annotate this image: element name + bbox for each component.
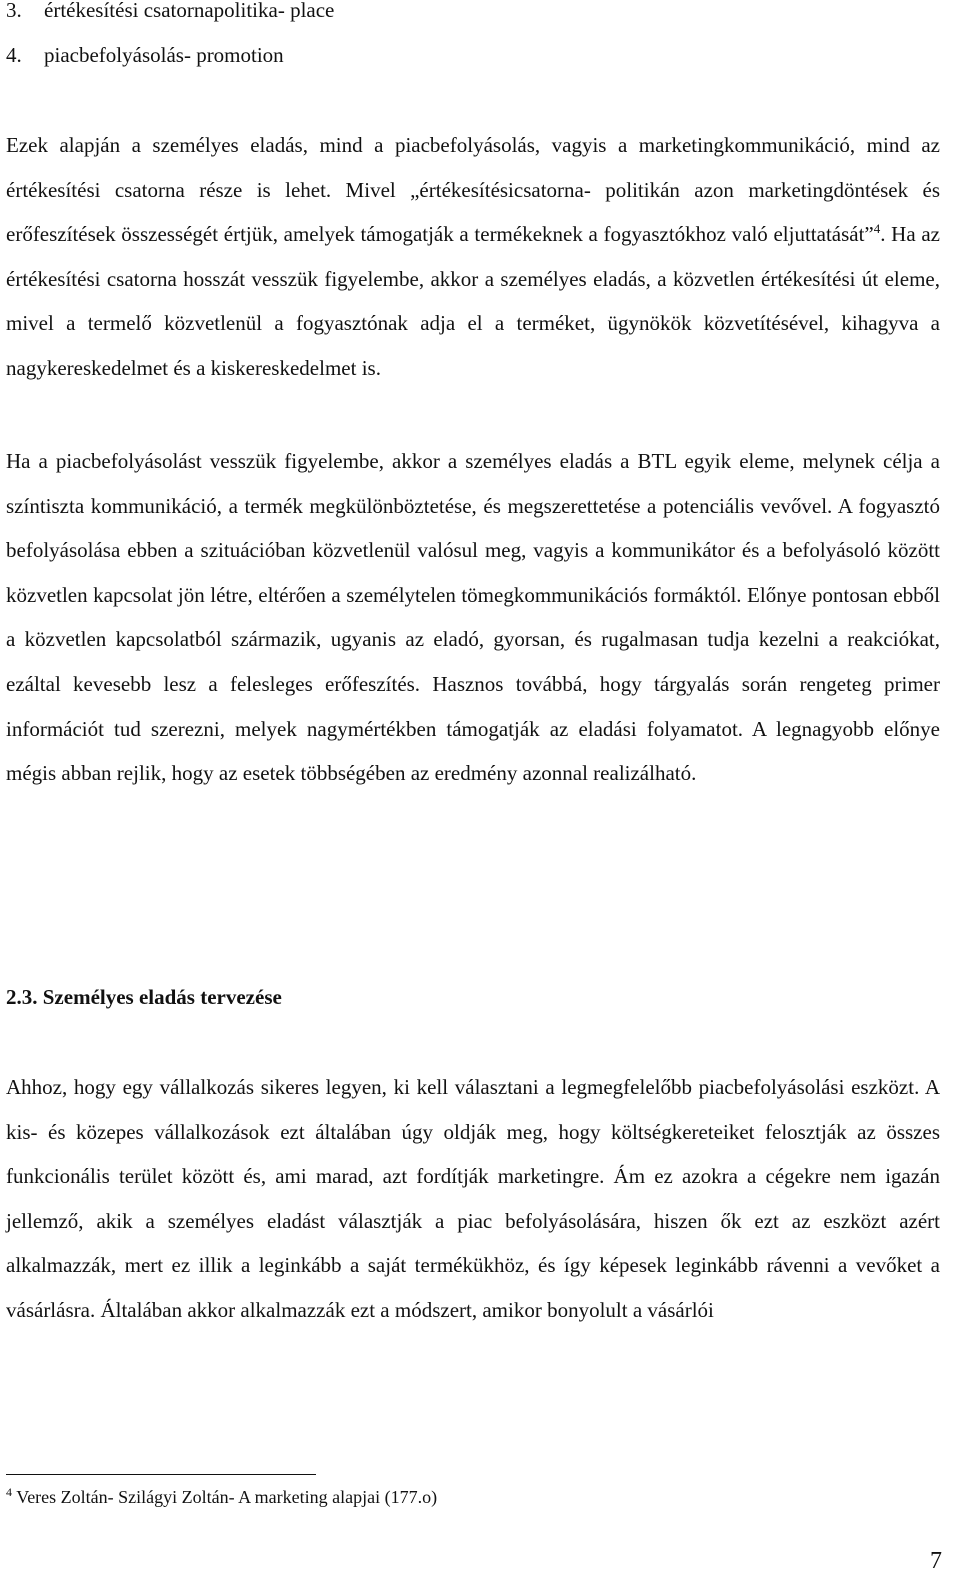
list-item-number: 4. xyxy=(6,43,22,67)
footnote-divider xyxy=(6,1474,316,1475)
section-heading: 2.3. Személyes eladás tervezése xyxy=(6,985,282,1009)
list-item-text: piacbefolyásolás- promotion xyxy=(44,43,284,67)
footnote-reference: 4 xyxy=(873,221,881,237)
body-paragraph: Ha a piacbefolyásolást vesszük figyelembe, akkor a személyes eladás a BTL egyik eleme, melynek célja a színtiszta kommunikáció, a termék megkülönböztetése, és megszerettetése a potenciális vevővel. A fogyasztó befolyásolása ebben a szituációban közvetlenül valósul meg, vagyis a kommunikátor és a befolyásoló között közvetlen kapcsolat jön létre, eltérően a személytelen tömegkommunikációs formáktól. Előnye pontosan ebből a közvetlen kapcsolatból származik, ugyanis az eladó, gyorsan, és rugalmasan tudja kezelni a reakciókat, ezáltal kevesebb lesz a felesleges erőfeszítés. Hasznos továbbá, hogy tárgyalás során rengeteg primer információt tud szerezni, melyek nagymértékben támogatják az eladási folyamatot. A legnagyobb előnye mégis abban rejlik, hogy az esetek többségében az eredmény azonnal realizálható. xyxy=(6,449,940,786)
paragraph-text: . Ha az értékesítési csatorna hosszát vesszük figyelembe, akkor a személyes eladás, a közvetlen értékesítési út eleme, mivel a termelő közvetlenül a fogyasztónak adja el a terméket, ügynökök közvetítésével, kihagyva a nagykereskedelmet és a kiskereskedelmet is. xyxy=(6,222,940,380)
list-item xyxy=(6,41,284,69)
body-paragraph xyxy=(6,123,940,391)
footnote-number: 4 xyxy=(6,1485,12,1499)
footnote-text: Veres Zoltán- Szilágyi Zoltán- A marketing alapjai (177.o) xyxy=(16,1487,438,1507)
page-number: 7 xyxy=(930,1548,942,1574)
paragraph-text: Ezek alapján a személyes eladás, mind a piacbefolyásolás, vagyis a marketingkommunikáció, mind az értékesítési csatorna része is lehet. Mivel „értékesítésicsatorna- politikán azon marketingdöntések és erőfeszítések összességét értjük, amelyek támogatják a termékeknek a fogyasztókhoz való eljuttatását” xyxy=(6,133,940,247)
list-item-number: 3. xyxy=(6,0,22,22)
body-paragraph: Ahhoz, hogy egy vállalkozás sikeres legyen, ki kell választani a legmegfelelőbb piacbefolyásolási eszközt. A kis- és közepes vállalkozások ezt általában úgy oldják meg, hogy költségkereteiket felosztják az összes funkcionális terület között és, ami marad, azt fordítják marketingre. Ám ez azokra a cégekre nem igazán jellemző, akik a személyes eladást választják a piac befolyásolására, hiszen ők ezt az eszközt azért alkalmazzák, mert ez illik a leginkább a saját termékükhöz, és így képesek leginkább rávenni a vevőket a vásárlásra. Általában akkor alkalmazzák ezt a módszert, amikor bonyolult a vásárlói xyxy=(6,1075,940,1322)
list-item xyxy=(6,0,334,24)
footnote xyxy=(6,1484,437,1510)
list-item-text: értékesítési csatornapolitika- place xyxy=(44,0,335,22)
